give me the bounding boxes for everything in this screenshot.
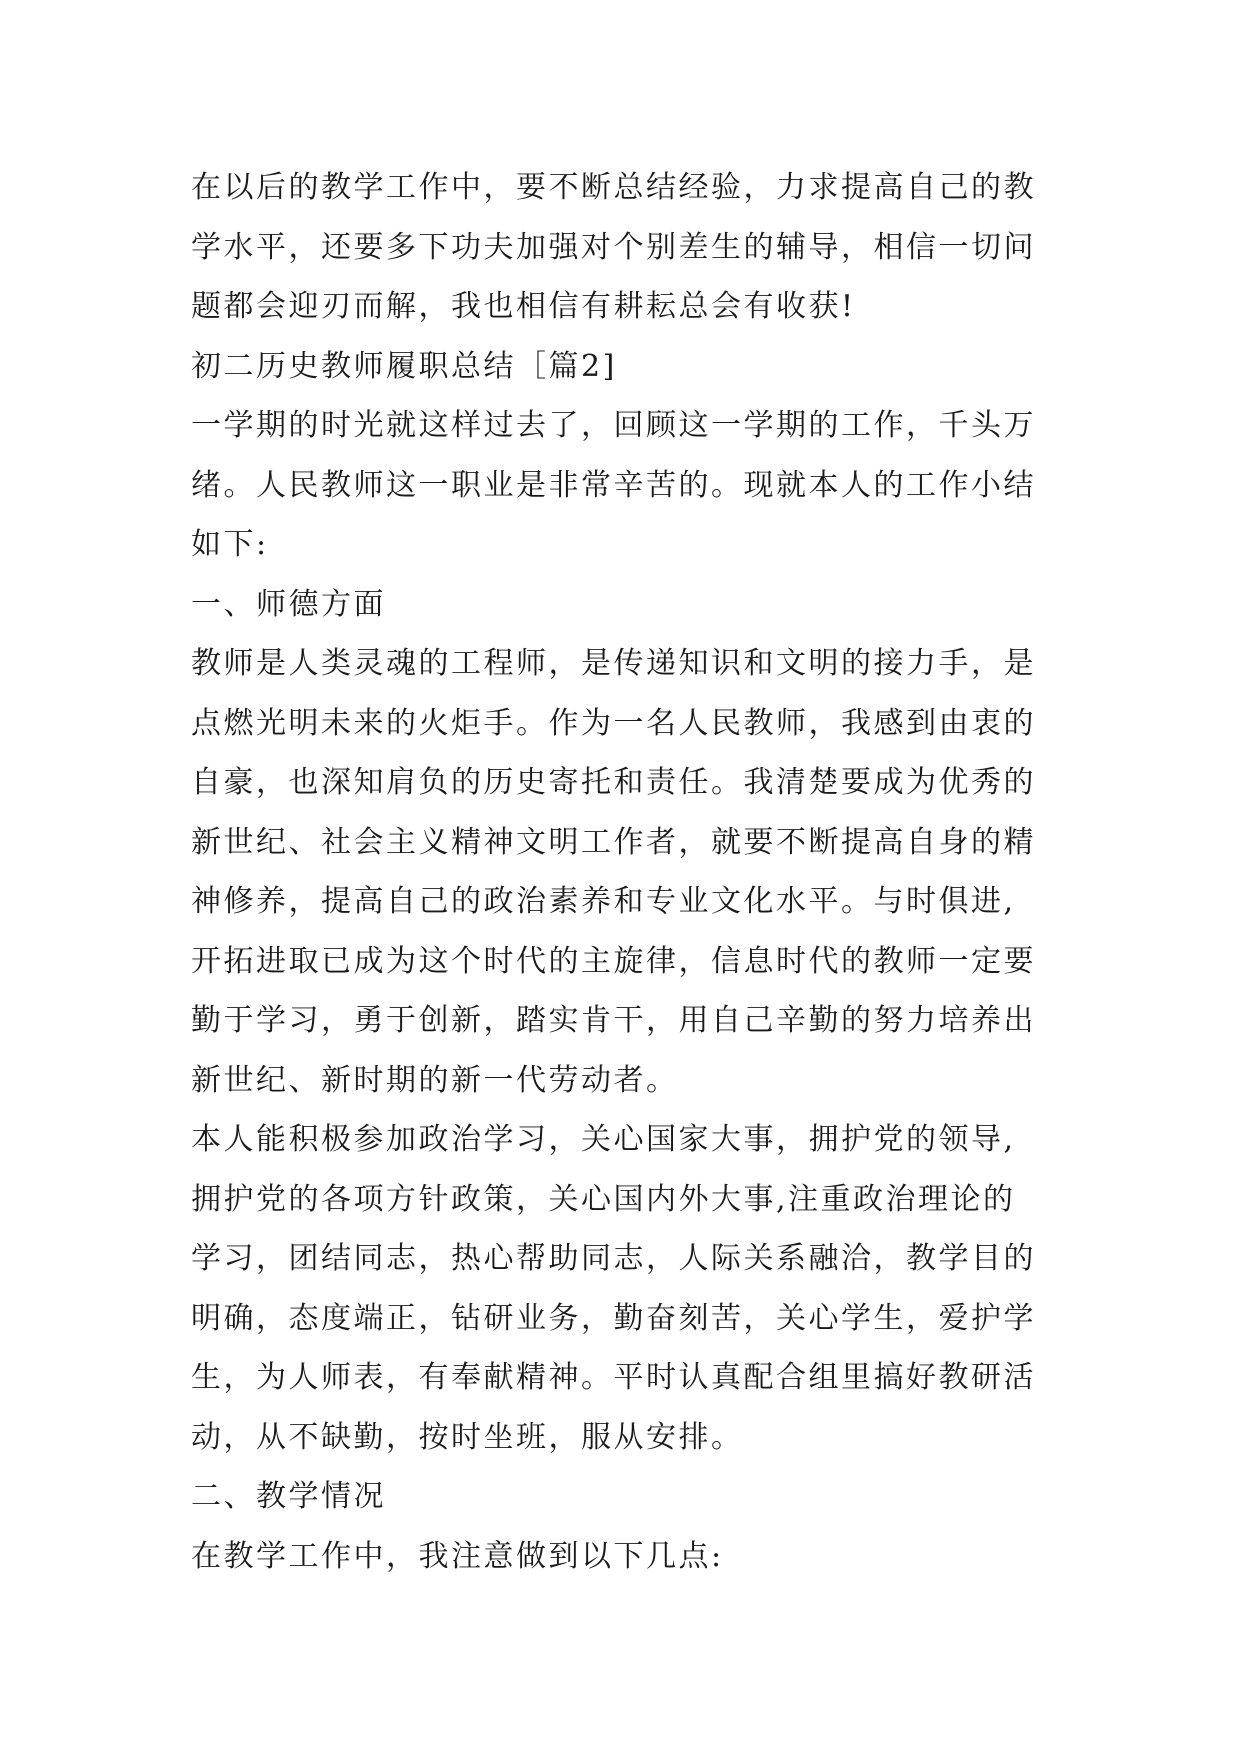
paragraph-line: 在以后的教学工作中，要不断总结经验，力求提高自己的教 bbox=[191, 170, 1036, 205]
paragraph-line: 明确，态度端正，钻研业务，勤奋刻苦，关心学生，爱护学 bbox=[191, 1300, 1036, 1336]
paragraph-line: 勤于学习，勇于创新，踏实肯干，用自己辛勤的努力培养出 bbox=[191, 1003, 1036, 1038]
paragraph-line: 点燃光明未来的火炬手。作为一名人民教师，我感到由衷的 bbox=[191, 705, 1036, 741]
section-heading: 一、师德方面 bbox=[191, 586, 386, 622]
paragraph-line: 拥护党的各项方针政策，关心国内外大事,注重政治理论的 bbox=[191, 1181, 1016, 1217]
paragraph-line: 教师是人类灵魂的工程师，是传递知识和文明的接力手，是 bbox=[191, 646, 1036, 681]
paragraph-line: 新世纪、社会主义精神文明工作者，就要不断提高自身的精 bbox=[191, 824, 1036, 860]
paragraph-line: 绪。人民教师这一职业是非常辛苦的。现就本人的工作小结 bbox=[191, 467, 1036, 503]
paragraph-line: 学水平，还要多下功夫加强对个别差生的辅导，相信一切问 bbox=[191, 229, 1036, 265]
paragraph-line: 动，从不缺勤，按时坐班，服从安排。 bbox=[191, 1419, 744, 1455]
paragraph-line: 生，为人师表，有奉献精神。平时认真配合组里搞好教研活 bbox=[191, 1360, 1036, 1395]
paragraph-line: 本人能积极参加政治学习，关心国家大事，拥护党的领导, bbox=[191, 1122, 1016, 1157]
section-heading: 二、教学情况 bbox=[191, 1479, 386, 1514]
paragraph-line: 开拓进取已成为这个时代的主旋律，信息时代的教师一定要 bbox=[191, 943, 1036, 979]
paragraph-line: 自豪，也深知肩负的历史寄托和责任。我清楚要成为优秀的 bbox=[191, 765, 1036, 800]
paragraph-line: 题都会迎刃而解，我也相信有耕耘总会有收获! bbox=[191, 289, 856, 324]
paragraph-line: 新世纪、新时期的新一代劳动者。 bbox=[191, 1062, 679, 1098]
paragraph-line: 学习，团结同志，热心帮助同志，人际关系融洽，教学目的 bbox=[191, 1241, 1036, 1276]
paragraph-line: 神修养，提高自己的政治素养和专业文化水平。与时俱进, bbox=[191, 884, 1016, 919]
paragraph-line: 在教学工作中，我注意做到以下几点: bbox=[191, 1538, 724, 1574]
section-title: 初二历史教师履职总结［篇2] bbox=[191, 348, 617, 384]
paragraph-line: 一学期的时光就这样过去了，回顾这一学期的工作，千头万 bbox=[191, 408, 1036, 443]
paragraph-line: 如下: bbox=[191, 527, 269, 562]
document-body bbox=[191, 158, 1071, 1586]
